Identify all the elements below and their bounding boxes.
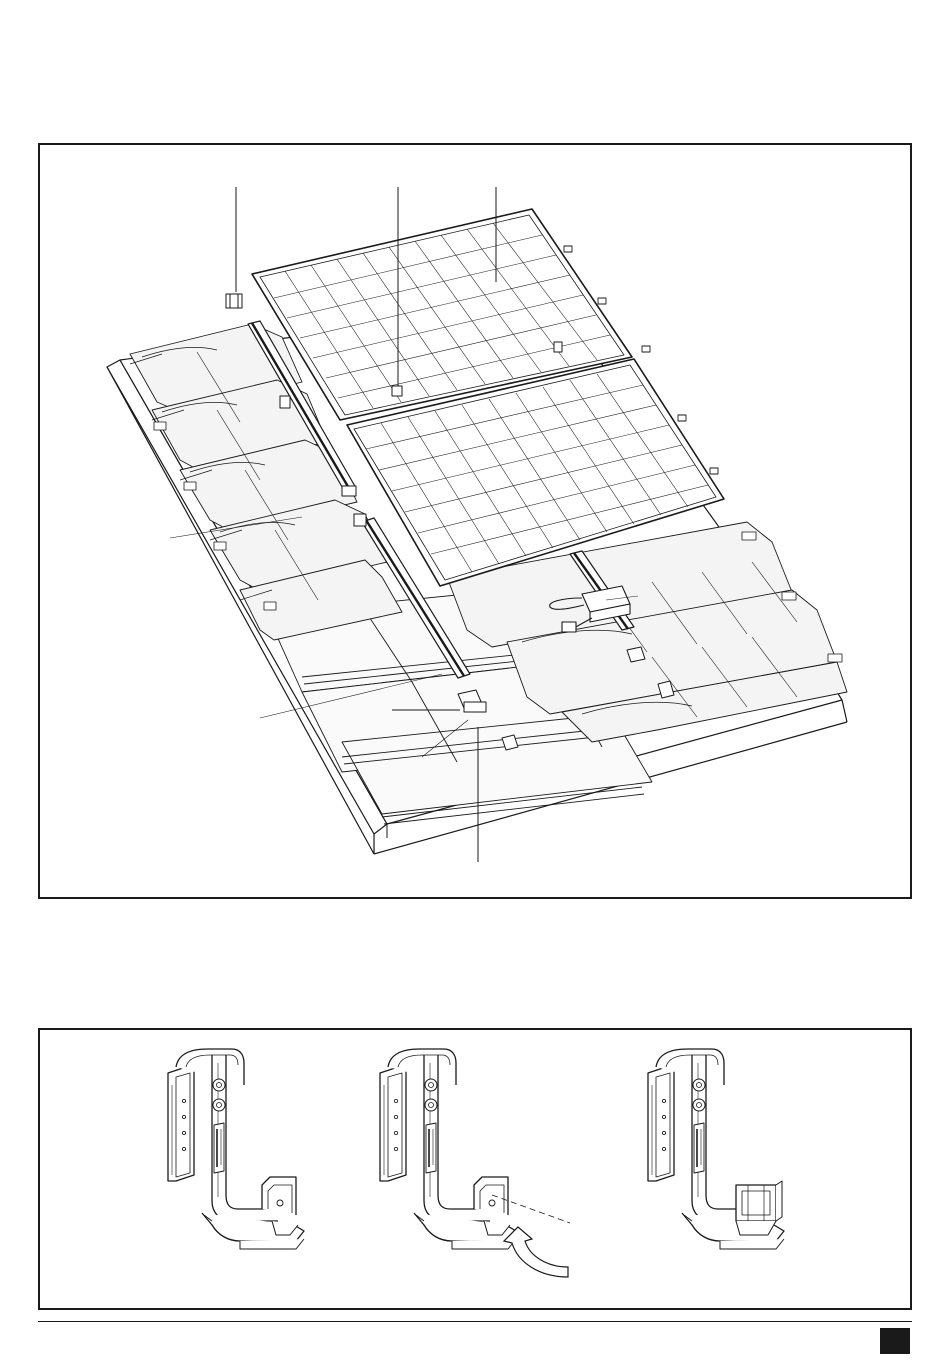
hook-step-3 <box>648 1049 784 1249</box>
hook-sequence-frame <box>38 1028 912 1310</box>
footer-rule <box>38 1321 912 1322</box>
page-marker-block <box>880 1328 910 1354</box>
roof-installation-diagram <box>40 145 910 897</box>
hook-step-2 <box>380 1049 570 1277</box>
hook-sequence-diagram <box>40 1030 910 1308</box>
hook-step-1 <box>168 1049 304 1249</box>
installation-diagram-frame <box>38 143 912 899</box>
